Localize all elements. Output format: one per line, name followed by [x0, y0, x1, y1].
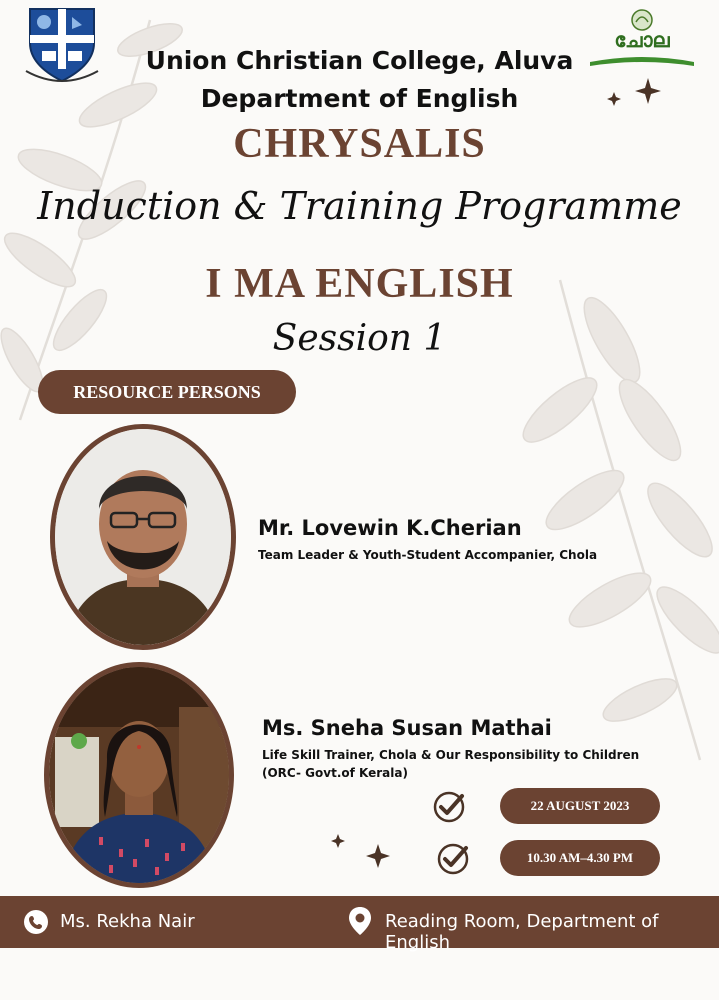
person-2-photo [44, 662, 234, 888]
department-name: Department of English [200, 84, 519, 113]
person-2-role: Life Skill Trainer, Chola & Our Responsibility to Children [262, 748, 640, 762]
resource-persons-label: RESOURCE PERSONS [38, 370, 296, 414]
footer-bar [0, 896, 719, 953]
check-icon [432, 790, 466, 824]
phone-icon [24, 910, 48, 934]
person-2-role-org: (ORC- Govt.of Kerala) [262, 766, 408, 780]
event-title: CHRYSALIS [233, 121, 486, 167]
program-title: I MA ENGLISH [205, 261, 514, 307]
person-1-name: Mr. Lovewin K.Cherian [258, 516, 522, 540]
venue-name: Reading Room, Department of English [385, 911, 659, 953]
person-1-role: Team Leader & Youth-Student Accompanier, Chola [258, 548, 598, 562]
person-2-name: Ms. Sneha Susan Mathai [262, 716, 552, 740]
date-badge: 22 AUGUST 2023 [500, 788, 660, 824]
partner-logo-text: ചോല [614, 28, 670, 52]
contact-name: Ms. Rekha Nair [60, 911, 195, 932]
college-name: Union Christian College, Aluva [145, 46, 574, 75]
location-pin-icon [348, 906, 372, 936]
programme-subtitle: Induction & Training Programme [37, 184, 682, 228]
time-badge: 10.30 AM–4.30 PM [500, 840, 660, 876]
session-label: Session 1 [272, 318, 447, 359]
check-icon [436, 842, 470, 876]
person-1-photo [50, 424, 236, 650]
sparkle-icon [330, 830, 392, 870]
